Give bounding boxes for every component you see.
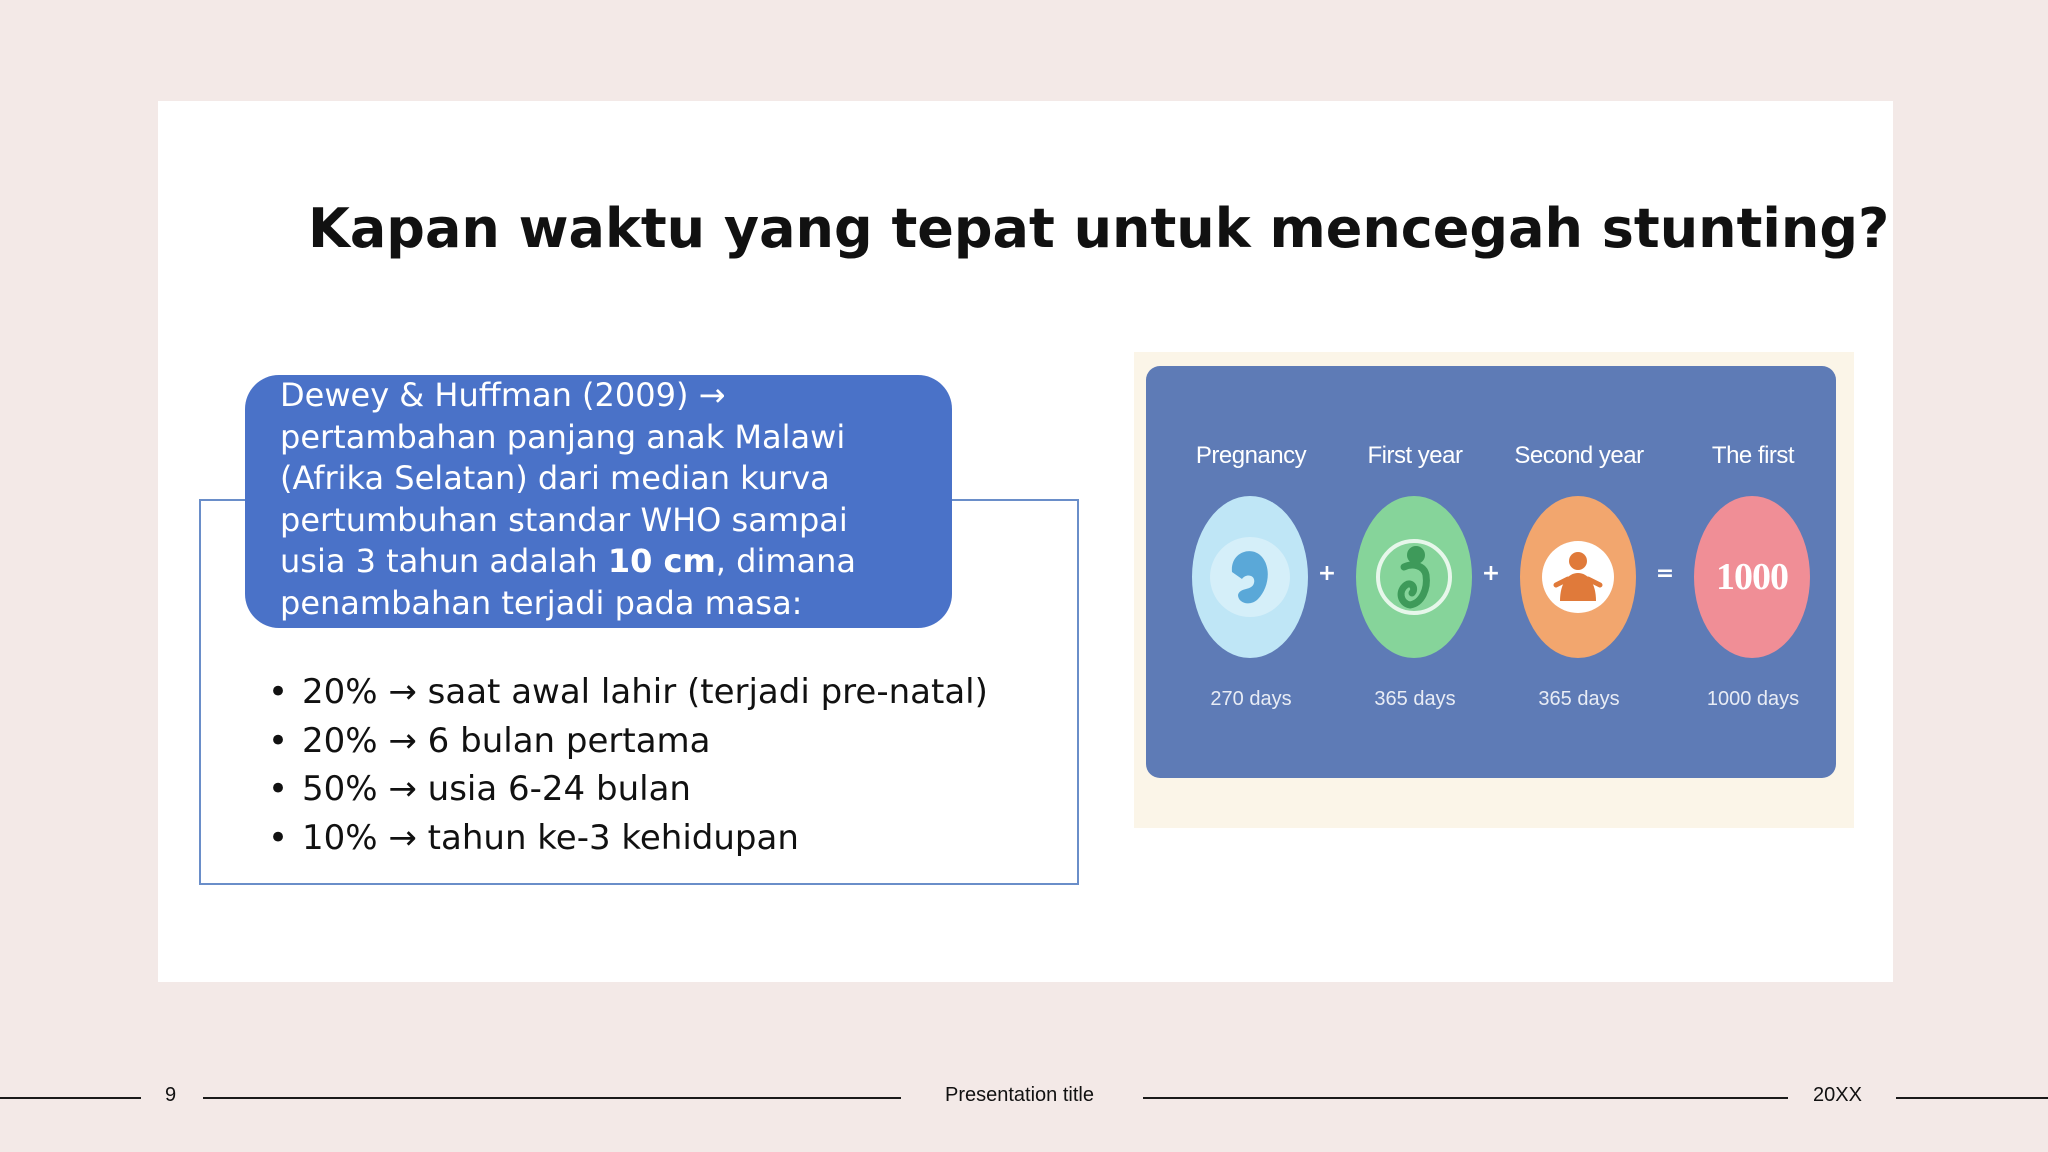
stage-label: The first (1711, 442, 1795, 469)
callout-line (280, 541, 932, 583)
callout-line: pertambahan panjang anak Malawi (280, 417, 846, 456)
presentation-title: Presentation title (945, 1084, 1094, 1106)
stage-days: 365 days (1374, 688, 1456, 710)
bullet-item: • 50% → usia 6-24 bulan (268, 765, 988, 814)
mother-baby-icon (1356, 496, 1472, 658)
infographic-image (1134, 352, 1854, 828)
fetus-icon (1192, 496, 1308, 658)
callout-line: pertumbuhan standar WHO sampai (280, 500, 848, 539)
stage-label: First year (1367, 442, 1463, 469)
bullet-item: • 20% → 6 bulan pertama (268, 717, 988, 766)
footer-rule (0, 1097, 141, 1099)
stage-label: Pregnancy (1195, 442, 1307, 469)
callout-box (245, 375, 952, 628)
1000-badge (1694, 496, 1810, 658)
slide (158, 101, 1893, 982)
stage-days: 365 days (1538, 688, 1620, 710)
bullet-item: • 20% → saat awal lahir (terjadi pre-natal) (268, 668, 988, 717)
toddler-icon (1520, 496, 1636, 658)
callout-line: penambahan terjadi pada masa: (280, 583, 803, 622)
plus-sign: + (1317, 561, 1337, 586)
callout-text: usia 3 tahun adalah (280, 542, 608, 581)
callout-text: , dimana (715, 542, 857, 581)
callout-line: (Afrika Selatan) dari median kurva (280, 459, 830, 498)
footer-rule (1143, 1097, 1788, 1099)
infographic-panel (1146, 366, 1836, 778)
bullet-item: • 10% → tahun ke-3 kehidupan (268, 814, 988, 863)
page-number: 9 (165, 1084, 177, 1106)
circle-text: 1000 (1716, 556, 1788, 598)
callout-line: Dewey & Huffman (2009) → (280, 376, 726, 414)
footer-rule (203, 1097, 901, 1099)
bullet-list (268, 668, 988, 862)
stage-days: 270 days (1210, 688, 1292, 710)
footer-rule (1896, 1097, 2048, 1099)
equals-sign: = (1655, 561, 1675, 586)
stage-days: 1000 days (1706, 688, 1800, 710)
callout-bold-value: 10 cm (607, 542, 716, 581)
plus-sign: + (1481, 561, 1501, 586)
footer-year: 20XX (1813, 1084, 1862, 1106)
stage-label: Second year (1514, 442, 1644, 469)
slide-title: Kapan waktu yang tepat untuk mencegah stunting? (308, 197, 1890, 260)
